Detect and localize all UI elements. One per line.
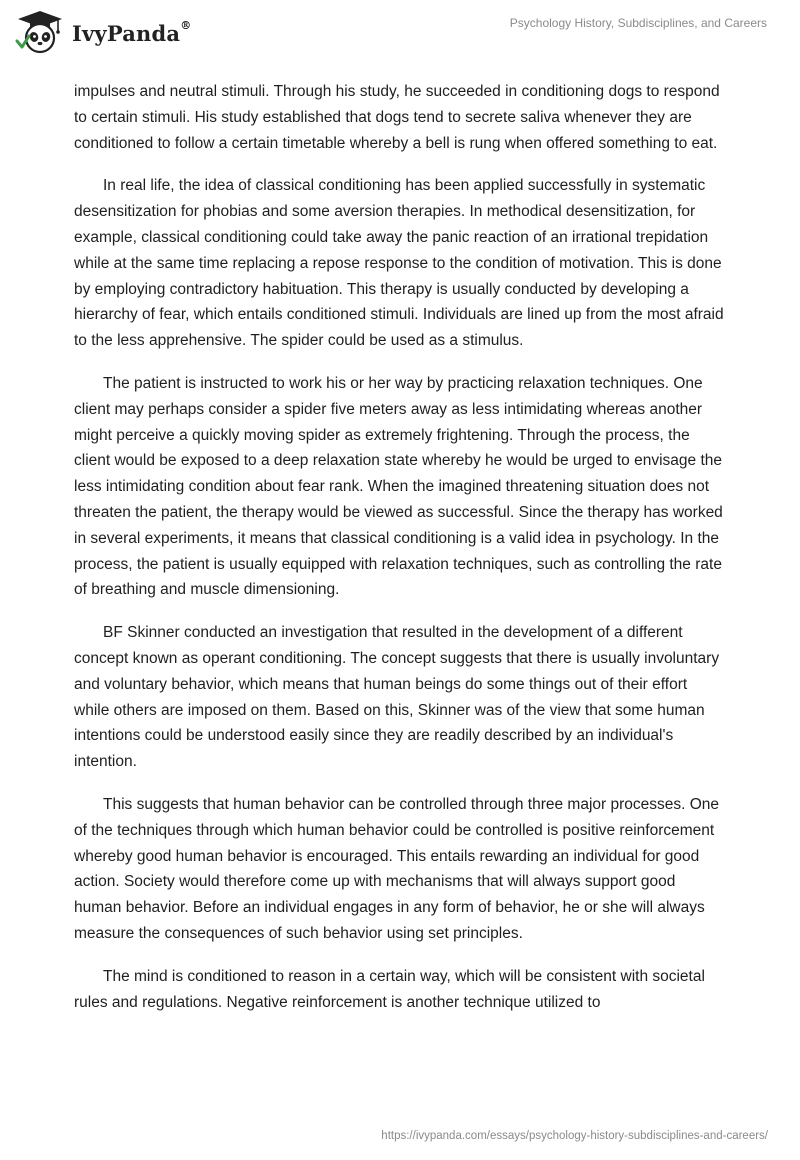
paragraph-reinforcement: This suggests that human behavior can be controlled through three major processes. One of the techniques through which human behavior could be controlled is positive reinforcement whereby good human behavior is encouraged. This entails rewarding an individual for good action. Society would therefore come up with mechanisms that will always support good human behavior. Before an individual engages in any form of behavior, he or she will always measure the consequences of such behavior using set principles.: [74, 795, 720, 942]
paragraph-skinner: BF Skinner conducted an investigation that resulted in the development of a different concept known as operant conditioning. The concept suggests that there is usually involuntary and voluntary behavior, which means that human beings do some things out of their effort while others are imposed on them. Based on this, Skinner was of the view that some human intentions could be understood easily since they are readily described by an individual's intention.: [74, 624, 720, 771]
essay-body: [74, 79, 724, 1032]
page-header: [0, 0, 800, 64]
paragraph-continuation: impulses and neutral stimuli. Through his study, he succeeded in conditioning dogs to respond to certain stimuli. His study established that dogs tend to secrete saliva whenever they are conditioned to follow a certain timetable whereby a bell is rung when offered something to eat.: [74, 83, 720, 152]
paragraph-classical-conditioning: In real life, the idea of classical conditioning has been applied successfully in systematic desensitization for phobias and some aversion therapies. In methodical desensitization, for example, classical conditioning could take away the panic reaction of an irrational trepidation while at the same time replacing a repose response to the condition of motivation. This is done by employing contradictory habituation. This therapy is usually conducted by developing a hierarchy of fear, which entails conditioned stimuli. Individuals are lined up from the most afraid to the less apprehensive. The spider could be used as a stimulus.: [74, 177, 724, 350]
source-url[interactable]: https://ivypanda.com/essays/psychology-history-subdisciplines-and-careers/: [381, 1130, 768, 1142]
brand-logo[interactable]: [14, 8, 191, 56]
panda-logo-icon: [14, 8, 66, 56]
document-title: Psychology History, Subdisciplines, and Careers: [509, 16, 767, 30]
paragraph-mind-conditioned: The mind is conditioned to reason in a certain way, which will be consistent with societal rules and regulations. Negative reinforcement is another technique utilized to: [74, 967, 705, 1011]
brand-name: IvyPanda®: [72, 18, 192, 46]
paragraph-relaxation-therapy: The patient is instructed to work his or her way by practicing relaxation techniques. One client may perhaps consider a spider five meters away as less intimidating whereas another might perceive a quickly moving spider as extremely frightening. Through the process, the client would be exposed to a deep relaxation state whereby he would be urged to envisage the less intimidating condition about fear rank. When the imagined threatening situation does not threaten the patient, the therapy would be viewed as successful. Since the therapy has worked in several experiments, it means that classical conditioning is a valid idea in psychology. In the process, the patient is usually equipped with relaxation techniques, such as controlling the rate of breathing and muscle dimensioning.: [74, 374, 723, 599]
